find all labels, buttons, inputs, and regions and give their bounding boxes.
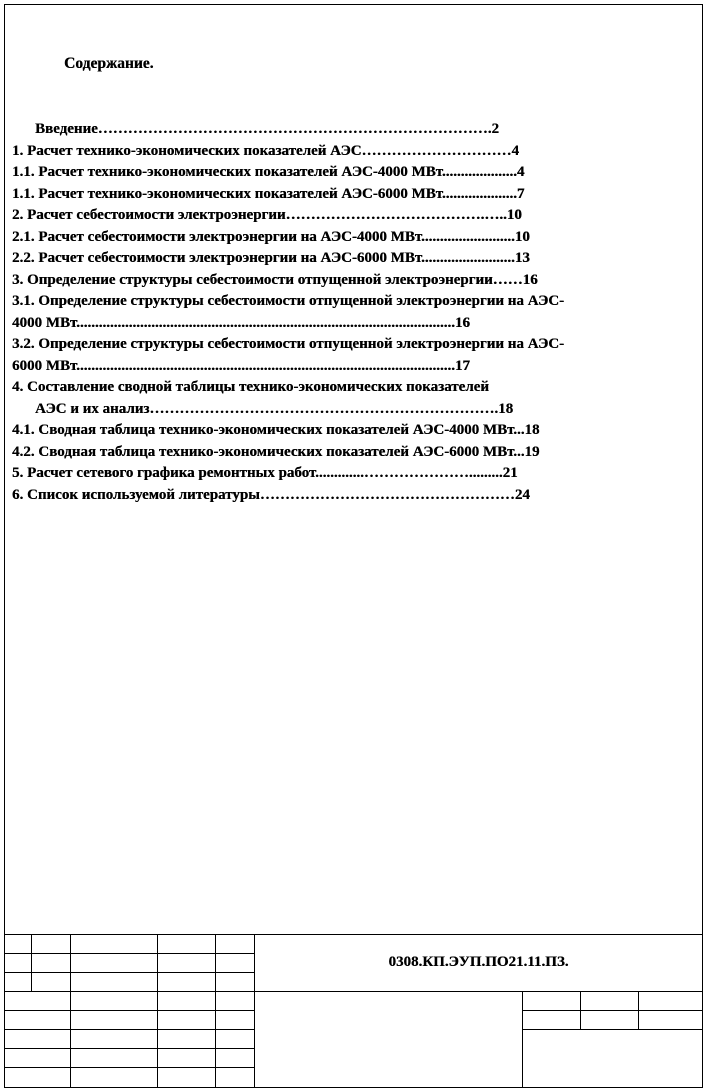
title-block-cell: [215, 1048, 255, 1068]
title-block-cell: [215, 934, 255, 954]
title-block-cell: [70, 953, 158, 973]
toc-entry: 2.1. Расчет себестоимости электроэнергии на АЭС-4000 МВт.........................10: [12, 228, 530, 245]
document-code: 0308.КП.ЭУП.ПО21.11.ПЗ.: [388, 954, 569, 970]
toc-entry: 4. Составление сводной таблицы технико-экономических показателей: [12, 379, 489, 395]
stage-header-cell: [522, 991, 581, 1011]
title-block-cell: [31, 953, 71, 973]
title-block-cell: [157, 953, 216, 973]
title-block-cell: [4, 1048, 71, 1068]
title-block-cell: [70, 972, 158, 992]
toc-entry: АЭС и их анализ…………………………………………………………….18: [35, 400, 514, 417]
title-block-cell: [157, 1010, 216, 1030]
page-title: Содержание.: [64, 55, 154, 72]
toc-entry: 4000 МВт.....................................................................................................16: [12, 314, 470, 331]
title-block-cell: [215, 1010, 255, 1030]
table-of-contents: [12, 119, 668, 506]
title-block-cell: [157, 1067, 216, 1088]
title-block-cell: [31, 934, 71, 954]
document-name-box: [254, 991, 523, 1088]
toc-entry: Введение…………………………………………………………………….2: [35, 121, 500, 137]
title-block-cell: [215, 1067, 255, 1088]
toc-entry: 3. Определение структуры себестоимости отпущенной электроэнергии……16: [12, 271, 538, 288]
sheet-value-cell: [580, 1010, 639, 1030]
toc-entry: 2. Расчет себестоимости электроэнергии………………………………….…..10: [12, 207, 522, 223]
toc-entry: 3.1. Определение структуры себестоимости отпущенной электроэнергии на АЭС-: [12, 293, 565, 309]
title-block-cell: [4, 1010, 71, 1030]
toc-entry: 5. Расчет сетевого графика ремонтных работ.............………………….........21: [12, 465, 518, 481]
title-block-cell: [70, 1048, 158, 1068]
title-block-cell: [215, 953, 255, 973]
title-block-cell: [31, 972, 71, 992]
title-block-cell: [215, 972, 255, 992]
title-block-cell: [215, 991, 255, 1011]
title-block-cell: [4, 934, 32, 954]
title-block: [4, 934, 703, 1088]
title-block-cell: [157, 972, 216, 992]
title-block-cell: [4, 991, 71, 1011]
toc-entry: 1.1. Расчет технико-экономических показателей АЭС-4000 МВт....................4: [12, 164, 525, 180]
title-block-cell: [4, 1067, 71, 1088]
sheets-header-cell: [638, 991, 703, 1011]
title-block-cell: [4, 972, 32, 992]
sheet-header-cell: [580, 991, 639, 1011]
toc-entry: 6000 МВт.....................................................................................................17: [12, 357, 470, 374]
title-block-cell: [157, 1048, 216, 1068]
stage-value-cell: [522, 1010, 581, 1030]
organization-box: [522, 1029, 703, 1088]
toc-entry: 4.2. Сводная таблица технико-экономических показателей АЭС-6000 МВт...19: [12, 443, 540, 460]
title-block-cell: [70, 1029, 158, 1049]
toc-entry: 2.2. Расчет себестоимости электроэнергии на АЭС-6000 МВт.........................13: [12, 250, 530, 266]
toc-entry: 3.2. Определение структуры себестоимости отпущенной электроэнергии на АЭС-: [12, 336, 565, 352]
title-block-cell: [70, 1010, 158, 1030]
toc-entry: 6. Список используемой литературы……………………………………………24: [12, 486, 530, 503]
title-block-cell: [215, 1029, 255, 1049]
sheets-value-cell: [638, 1010, 703, 1030]
title-block-cell: [4, 1029, 71, 1049]
title-block-cell: [157, 1029, 216, 1049]
title-block-cell: [157, 934, 216, 954]
title-block-cell: [70, 991, 158, 1011]
toc-entry: 1.1. Расчет технико-экономических показателей АЭС-6000 МВт....................7: [12, 185, 525, 202]
title-block-cell: [70, 934, 158, 954]
title-block-cell: [70, 1067, 158, 1088]
toc-entry: 1. Расчет технико-экономических показателей АЭС…………………………4: [12, 142, 519, 159]
title-block-cell: [4, 953, 32, 973]
title-block-cell: [157, 991, 216, 1011]
toc-entry: 4.1. Сводная таблица технико-экономических показателей АЭС-4000 МВт...18: [12, 422, 540, 438]
